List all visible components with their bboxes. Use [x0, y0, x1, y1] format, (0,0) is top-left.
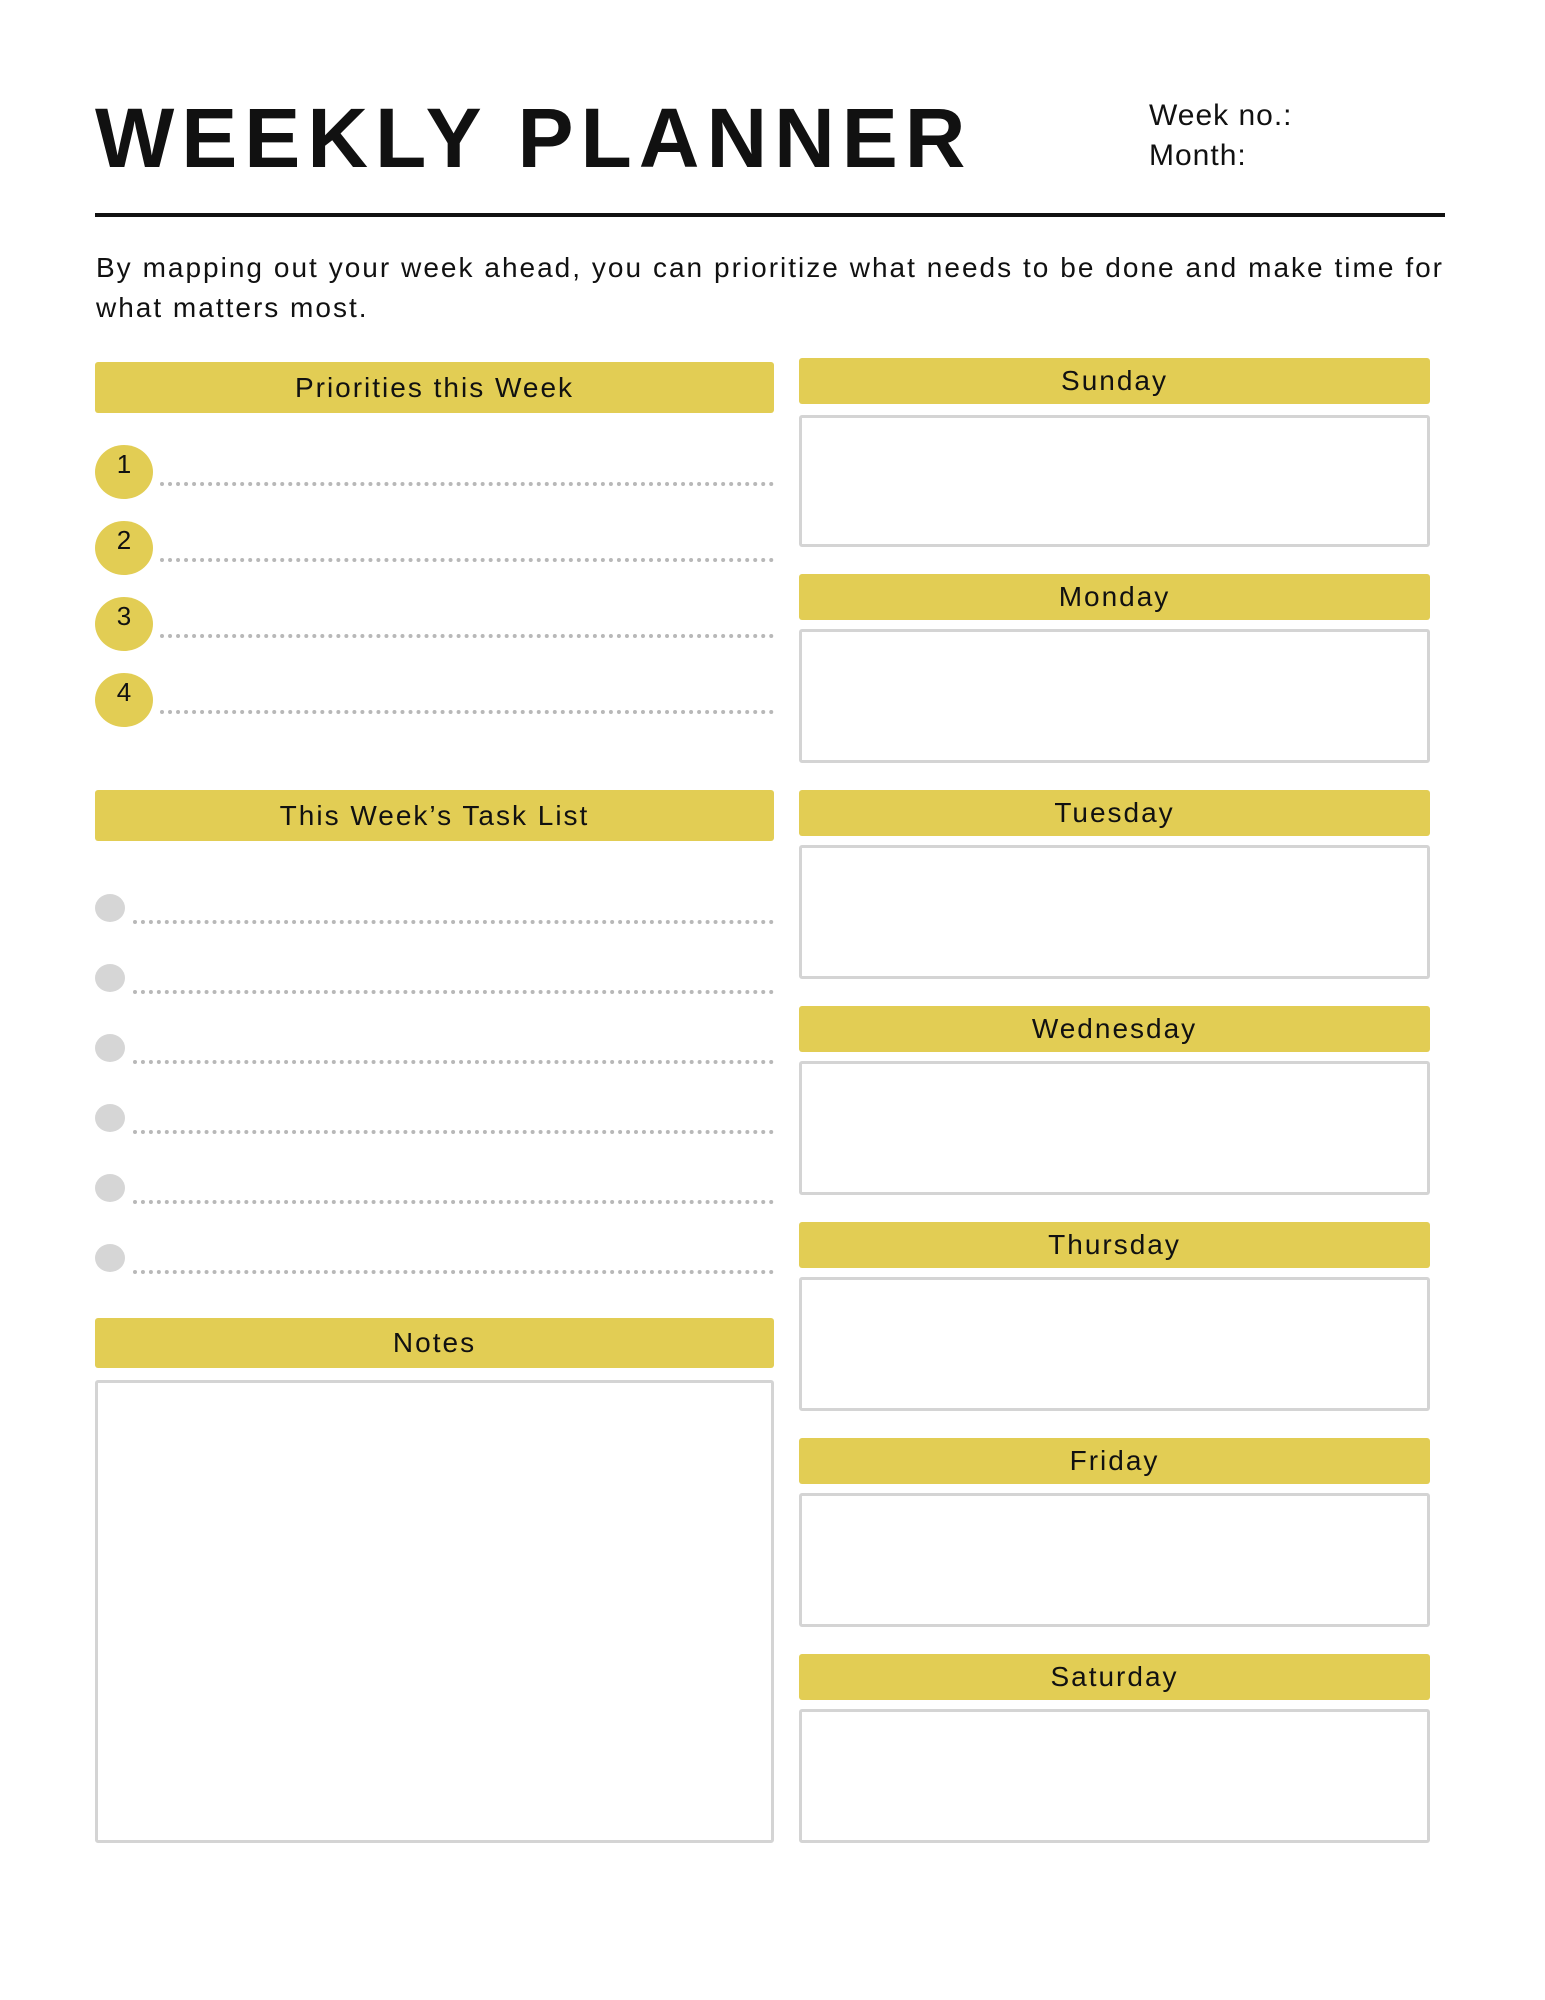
task-line[interactable]	[133, 920, 774, 924]
priority-number: 4	[95, 673, 153, 727]
task-checkbox[interactable]	[95, 1244, 125, 1272]
task-line[interactable]	[133, 990, 774, 994]
priority-line[interactable]	[160, 710, 774, 714]
task-line[interactable]	[133, 1130, 774, 1134]
priority-number: 3	[95, 597, 153, 651]
day-box-monday[interactable]	[799, 629, 1430, 763]
task-checkbox[interactable]	[95, 894, 125, 922]
task-line[interactable]	[133, 1200, 774, 1204]
notes-box[interactable]	[95, 1380, 774, 1843]
day-heading-tuesday: Tuesday	[799, 790, 1430, 836]
header-divider	[95, 213, 1445, 217]
page-title: WEEKLY PLANNER	[95, 91, 973, 185]
day-box-friday[interactable]	[799, 1493, 1430, 1627]
priority-line[interactable]	[160, 634, 774, 638]
intro-text: By mapping out your week ahead, you can prioritize what needs to be done and make time for what matters most.	[96, 252, 1444, 323]
task-checkbox[interactable]	[95, 964, 125, 992]
task-checkbox[interactable]	[95, 1174, 125, 1202]
priorities-heading: Priorities this Week	[95, 362, 774, 413]
day-heading-wednesday: Wednesday	[799, 1006, 1430, 1052]
task-checkbox[interactable]	[95, 1104, 125, 1132]
priority-number: 1	[95, 445, 153, 499]
day-box-sunday[interactable]	[799, 415, 1430, 547]
notes-heading: Notes	[95, 1318, 774, 1368]
task-list-heading: This Week’s Task List	[95, 790, 774, 841]
day-heading-monday: Monday	[799, 574, 1430, 620]
priority-line[interactable]	[160, 482, 774, 486]
task-line[interactable]	[133, 1060, 774, 1064]
month-label: Month:	[1149, 139, 1247, 172]
day-box-thursday[interactable]	[799, 1277, 1430, 1411]
day-heading-friday: Friday	[799, 1438, 1430, 1484]
priority-line[interactable]	[160, 558, 774, 562]
week-meta	[1149, 96, 1293, 176]
day-box-saturday[interactable]	[799, 1709, 1430, 1843]
day-box-tuesday[interactable]	[799, 845, 1430, 979]
priority-number: 2	[95, 521, 153, 575]
day-heading-sunday: Sunday	[799, 358, 1430, 404]
day-heading-saturday: Saturday	[799, 1654, 1430, 1700]
task-checkbox[interactable]	[95, 1034, 125, 1062]
day-heading-thursday: Thursday	[799, 1222, 1430, 1268]
week-number-label: Week no.:	[1149, 99, 1293, 132]
task-line[interactable]	[133, 1270, 774, 1274]
day-box-wednesday[interactable]	[799, 1061, 1430, 1195]
